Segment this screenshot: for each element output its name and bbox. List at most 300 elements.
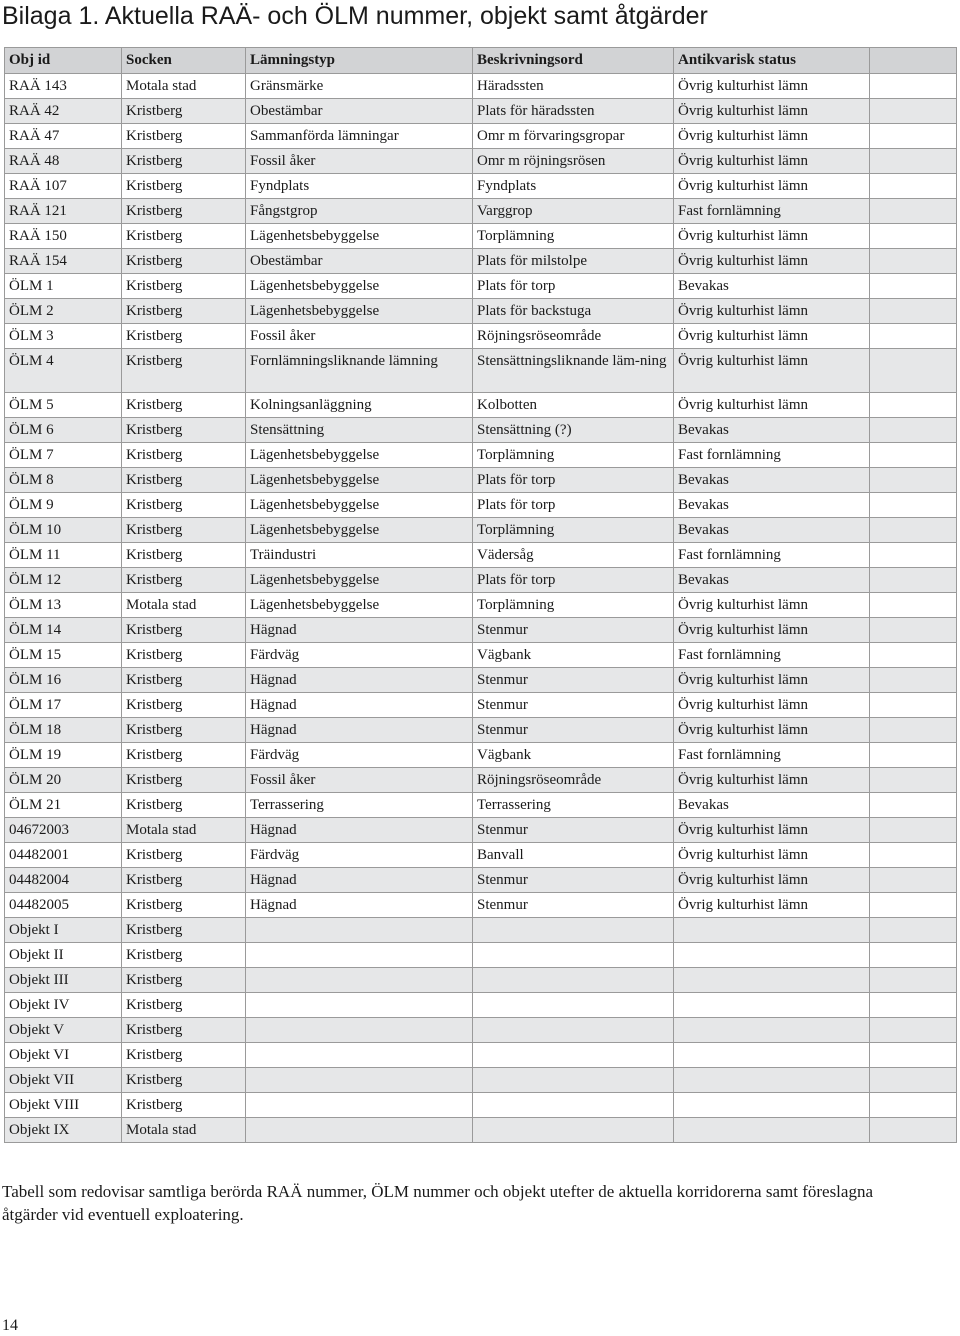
cell-lamningstyp: Gränsmärke <box>246 74 473 99</box>
cell-beskrivningsord: Torplämning <box>473 443 674 468</box>
cell-extra <box>870 199 957 224</box>
cell-obj-id: ÖLM 13 <box>5 593 122 618</box>
header-beskrivningsord: Beskrivningsord <box>473 48 674 74</box>
cell-antikvarisk-status: Övrig kulturhist lämn <box>674 593 870 618</box>
cell-lamningstyp: Hägnad <box>246 693 473 718</box>
cell-antikvarisk-status: Övrig kulturhist lämn <box>674 868 870 893</box>
cell-obj-id: ÖLM 19 <box>5 743 122 768</box>
cell-socken: Kristberg <box>122 1093 246 1118</box>
cell-socken: Kristberg <box>122 1068 246 1093</box>
cell-obj-id: ÖLM 9 <box>5 493 122 518</box>
cell-beskrivningsord: Plats för milstolpe <box>473 249 674 274</box>
cell-socken: Kristberg <box>122 393 246 418</box>
cell-extra <box>870 568 957 593</box>
cell-obj-id: RAÄ 154 <box>5 249 122 274</box>
cell-obj-id: Objekt II <box>5 943 122 968</box>
cell-beskrivningsord: Plats för häradssten <box>473 99 674 124</box>
cell-obj-id: ÖLM 7 <box>5 443 122 468</box>
cell-socken: Kristberg <box>122 443 246 468</box>
cell-beskrivningsord: Häradssten <box>473 74 674 99</box>
cell-obj-id: ÖLM 20 <box>5 768 122 793</box>
cell-socken: Motala stad <box>122 818 246 843</box>
table-row <box>5 224 957 249</box>
cell-socken: Kristberg <box>122 199 246 224</box>
cell-extra <box>870 693 957 718</box>
cell-lamningstyp: Fossil åker <box>246 768 473 793</box>
cell-extra <box>870 893 957 918</box>
cell-lamningstyp: Lägenhetsbebyggelse <box>246 568 473 593</box>
cell-lamningstyp: Hägnad <box>246 618 473 643</box>
cell-antikvarisk-status <box>674 1093 870 1118</box>
cell-lamningstyp: Lägenhetsbebyggelse <box>246 274 473 299</box>
header-obj-id: Obj id <box>5 48 122 74</box>
cell-beskrivningsord: Vädersåg <box>473 543 674 568</box>
table-row <box>5 968 957 993</box>
cell-socken: Kristberg <box>122 993 246 1018</box>
cell-beskrivningsord: Fyndplats <box>473 174 674 199</box>
cell-obj-id: 04482004 <box>5 868 122 893</box>
table-row <box>5 543 957 568</box>
table-row <box>5 943 957 968</box>
cell-beskrivningsord: Stensättningsliknande läm-ning <box>473 349 674 393</box>
cell-beskrivningsord: Terrassering <box>473 793 674 818</box>
cell-beskrivningsord: Plats för torp <box>473 493 674 518</box>
table-row <box>5 668 957 693</box>
cell-extra <box>870 593 957 618</box>
cell-obj-id: ÖLM 8 <box>5 468 122 493</box>
table-row <box>5 768 957 793</box>
table-row <box>5 99 957 124</box>
cell-beskrivningsord: Stenmur <box>473 868 674 893</box>
cell-antikvarisk-status <box>674 993 870 1018</box>
cell-obj-id: ÖLM 17 <box>5 693 122 718</box>
cell-lamningstyp: Fossil åker <box>246 324 473 349</box>
cell-antikvarisk-status: Övrig kulturhist lämn <box>674 768 870 793</box>
cell-beskrivningsord: Stenmur <box>473 668 674 693</box>
cell-socken: Kristberg <box>122 124 246 149</box>
cell-socken: Motala stad <box>122 1118 246 1143</box>
table-row <box>5 1093 957 1118</box>
cell-beskrivningsord <box>473 943 674 968</box>
cell-beskrivningsord: Stensättning (?) <box>473 418 674 443</box>
header-extra <box>870 48 957 74</box>
cell-antikvarisk-status: Övrig kulturhist lämn <box>674 618 870 643</box>
cell-extra <box>870 818 957 843</box>
cell-antikvarisk-status: Bevakas <box>674 493 870 518</box>
table-row <box>5 918 957 943</box>
cell-socken: Kristberg <box>122 224 246 249</box>
cell-extra <box>870 443 957 468</box>
cell-extra <box>870 668 957 693</box>
cell-beskrivningsord: Vägbank <box>473 743 674 768</box>
cell-lamningstyp: Fossil åker <box>246 149 473 174</box>
table-body <box>5 74 957 1143</box>
table-row <box>5 1018 957 1043</box>
cell-socken: Kristberg <box>122 349 246 393</box>
cell-socken: Kristberg <box>122 968 246 993</box>
cell-obj-id: RAÄ 48 <box>5 149 122 174</box>
cell-extra <box>870 943 957 968</box>
cell-socken: Kristberg <box>122 743 246 768</box>
cell-extra <box>870 843 957 868</box>
cell-beskrivningsord <box>473 993 674 1018</box>
cell-obj-id: RAÄ 150 <box>5 224 122 249</box>
cell-socken: Kristberg <box>122 768 246 793</box>
cell-beskrivningsord: Vägbank <box>473 643 674 668</box>
cell-beskrivningsord <box>473 918 674 943</box>
cell-extra <box>870 349 957 393</box>
cell-extra <box>870 224 957 249</box>
cell-beskrivningsord: Torplämning <box>473 518 674 543</box>
table-row <box>5 124 957 149</box>
cell-beskrivningsord: Plats för torp <box>473 468 674 493</box>
cell-obj-id: RAÄ 143 <box>5 74 122 99</box>
cell-lamningstyp: Lägenhetsbebyggelse <box>246 593 473 618</box>
cell-antikvarisk-status: Övrig kulturhist lämn <box>674 393 870 418</box>
cell-obj-id: ÖLM 16 <box>5 668 122 693</box>
cell-extra <box>870 768 957 793</box>
cell-lamningstyp: Hägnad <box>246 893 473 918</box>
table-row <box>5 1043 957 1068</box>
cell-beskrivningsord: Kolbotten <box>473 393 674 418</box>
cell-socken: Kristberg <box>122 543 246 568</box>
cell-extra <box>870 393 957 418</box>
cell-antikvarisk-status: Övrig kulturhist lämn <box>674 668 870 693</box>
cell-extra <box>870 543 957 568</box>
cell-socken: Kristberg <box>122 418 246 443</box>
cell-obj-id: ÖLM 12 <box>5 568 122 593</box>
cell-beskrivningsord <box>473 1118 674 1143</box>
cell-obj-id: Objekt IX <box>5 1118 122 1143</box>
cell-socken: Kristberg <box>122 274 246 299</box>
table-row <box>5 818 957 843</box>
cell-socken: Kristberg <box>122 149 246 174</box>
cell-antikvarisk-status: Övrig kulturhist lämn <box>674 718 870 743</box>
table-row <box>5 418 957 443</box>
cell-extra <box>870 993 957 1018</box>
table-row <box>5 249 957 274</box>
table-row <box>5 493 957 518</box>
cell-antikvarisk-status: Övrig kulturhist lämn <box>674 224 870 249</box>
cell-lamningstyp: Lägenhetsbebyggelse <box>246 299 473 324</box>
cell-socken: Kristberg <box>122 918 246 943</box>
cell-extra <box>870 274 957 299</box>
cell-socken: Kristberg <box>122 718 246 743</box>
cell-antikvarisk-status: Fast fornlämning <box>674 743 870 768</box>
cell-lamningstyp: Hägnad <box>246 718 473 743</box>
table-row <box>5 74 957 99</box>
cell-antikvarisk-status <box>674 918 870 943</box>
cell-lamningstyp <box>246 918 473 943</box>
cell-extra <box>870 518 957 543</box>
cell-obj-id: ÖLM 14 <box>5 618 122 643</box>
table-row <box>5 443 957 468</box>
cell-socken: Motala stad <box>122 74 246 99</box>
cell-socken: Kristberg <box>122 299 246 324</box>
cell-antikvarisk-status <box>674 1068 870 1093</box>
cell-extra <box>870 468 957 493</box>
cell-lamningstyp: Hägnad <box>246 668 473 693</box>
table-header-row <box>5 48 957 74</box>
cell-antikvarisk-status: Övrig kulturhist lämn <box>674 149 870 174</box>
cell-socken: Kristberg <box>122 843 246 868</box>
cell-antikvarisk-status: Fast fornlämning <box>674 643 870 668</box>
cell-antikvarisk-status: Övrig kulturhist lämn <box>674 349 870 393</box>
cell-obj-id: ÖLM 15 <box>5 643 122 668</box>
cell-antikvarisk-status: Bevakas <box>674 793 870 818</box>
cell-socken: Kristberg <box>122 1043 246 1068</box>
cell-beskrivningsord <box>473 1043 674 1068</box>
table-row <box>5 393 957 418</box>
table-row <box>5 1068 957 1093</box>
cell-antikvarisk-status <box>674 1043 870 1068</box>
cell-lamningstyp: Kolningsanläggning <box>246 393 473 418</box>
cell-lamningstyp: Lägenhetsbebyggelse <box>246 518 473 543</box>
cell-lamningstyp: Färdväg <box>246 643 473 668</box>
cell-socken: Kristberg <box>122 668 246 693</box>
cell-socken: Kristberg <box>122 249 246 274</box>
cell-lamningstyp: Obestämbar <box>246 249 473 274</box>
table-row <box>5 349 957 393</box>
table-row <box>5 618 957 643</box>
cell-beskrivningsord <box>473 1018 674 1043</box>
cell-socken: Kristberg <box>122 99 246 124</box>
cell-obj-id: 04482001 <box>5 843 122 868</box>
cell-socken: Motala stad <box>122 593 246 618</box>
cell-beskrivningsord <box>473 1093 674 1118</box>
cell-antikvarisk-status: Övrig kulturhist lämn <box>674 99 870 124</box>
cell-antikvarisk-status <box>674 943 870 968</box>
cell-extra <box>870 618 957 643</box>
cell-lamningstyp: Färdväg <box>246 843 473 868</box>
cell-beskrivningsord: Banvall <box>473 843 674 868</box>
cell-lamningstyp <box>246 968 473 993</box>
cell-socken: Kristberg <box>122 943 246 968</box>
cell-extra <box>870 1093 957 1118</box>
cell-lamningstyp: Hägnad <box>246 818 473 843</box>
cell-obj-id: ÖLM 18 <box>5 718 122 743</box>
cell-beskrivningsord: Omr m förvaringsgropar <box>473 124 674 149</box>
cell-socken: Kristberg <box>122 518 246 543</box>
cell-beskrivningsord: Stenmur <box>473 893 674 918</box>
cell-lamningstyp: Fornlämningsliknande lämning <box>246 349 473 393</box>
table-row <box>5 718 957 743</box>
cell-extra <box>870 124 957 149</box>
table-row <box>5 299 957 324</box>
cell-extra <box>870 324 957 349</box>
cell-lamningstyp: Stensättning <box>246 418 473 443</box>
cell-lamningstyp <box>246 943 473 968</box>
cell-extra <box>870 493 957 518</box>
cell-beskrivningsord: Torplämning <box>473 224 674 249</box>
cell-antikvarisk-status <box>674 1118 870 1143</box>
header-antikvarisk-status: Antikvarisk status <box>674 48 870 74</box>
cell-lamningstyp: Fångstgrop <box>246 199 473 224</box>
cell-socken: Kristberg <box>122 643 246 668</box>
cell-obj-id: RAÄ 121 <box>5 199 122 224</box>
cell-obj-id: ÖLM 1 <box>5 274 122 299</box>
cell-obj-id: Objekt V <box>5 1018 122 1043</box>
cell-antikvarisk-status: Övrig kulturhist lämn <box>674 124 870 149</box>
cell-beskrivningsord: Stenmur <box>473 693 674 718</box>
cell-obj-id: Objekt III <box>5 968 122 993</box>
cell-socken: Kristberg <box>122 868 246 893</box>
table-row <box>5 324 957 349</box>
cell-extra <box>870 718 957 743</box>
cell-beskrivningsord: Röjningsröseområde <box>473 768 674 793</box>
cell-extra <box>870 1068 957 1093</box>
table-row <box>5 693 957 718</box>
cell-beskrivningsord: Torplämning <box>473 593 674 618</box>
cell-antikvarisk-status: Bevakas <box>674 418 870 443</box>
cell-extra <box>870 1043 957 1068</box>
cell-obj-id: Objekt VIII <box>5 1093 122 1118</box>
table-row <box>5 893 957 918</box>
cell-obj-id: ÖLM 11 <box>5 543 122 568</box>
table-row <box>5 149 957 174</box>
table-row <box>5 199 957 224</box>
cell-obj-id: ÖLM 3 <box>5 324 122 349</box>
cell-lamningstyp <box>246 1018 473 1043</box>
cell-lamningstyp: Färdväg <box>246 743 473 768</box>
cell-lamningstyp: Sammanförda lämningar <box>246 124 473 149</box>
cell-socken: Kristberg <box>122 324 246 349</box>
cell-lamningstyp <box>246 1093 473 1118</box>
cell-beskrivningsord <box>473 1068 674 1093</box>
cell-antikvarisk-status: Bevakas <box>674 468 870 493</box>
table-row <box>5 843 957 868</box>
table-row <box>5 868 957 893</box>
table-row <box>5 274 957 299</box>
cell-extra <box>870 743 957 768</box>
cell-socken: Kristberg <box>122 693 246 718</box>
header-lamningstyp: Lämningstyp <box>246 48 473 74</box>
cell-lamningstyp: Fyndplats <box>246 174 473 199</box>
cell-antikvarisk-status: Övrig kulturhist lämn <box>674 249 870 274</box>
cell-obj-id: Objekt IV <box>5 993 122 1018</box>
cell-extra <box>870 74 957 99</box>
cell-lamningstyp: Lägenhetsbebyggelse <box>246 443 473 468</box>
cell-beskrivningsord <box>473 968 674 993</box>
cell-antikvarisk-status: Övrig kulturhist lämn <box>674 174 870 199</box>
table-row <box>5 993 957 1018</box>
cell-antikvarisk-status <box>674 1018 870 1043</box>
cell-beskrivningsord: Plats för backstuga <box>473 299 674 324</box>
cell-lamningstyp <box>246 1068 473 1093</box>
cell-extra <box>870 643 957 668</box>
cell-beskrivningsord: Varggrop <box>473 199 674 224</box>
cell-extra <box>870 149 957 174</box>
cell-obj-id: 04482005 <box>5 893 122 918</box>
cell-obj-id: Objekt VII <box>5 1068 122 1093</box>
table-row <box>5 518 957 543</box>
table-row <box>5 643 957 668</box>
cell-socken: Kristberg <box>122 468 246 493</box>
cell-obj-id: ÖLM 6 <box>5 418 122 443</box>
cell-socken: Kristberg <box>122 893 246 918</box>
cell-antikvarisk-status: Fast fornlämning <box>674 543 870 568</box>
cell-lamningstyp: Lägenhetsbebyggelse <box>246 224 473 249</box>
cell-beskrivningsord: Plats för torp <box>473 274 674 299</box>
cell-extra <box>870 1118 957 1143</box>
cell-obj-id: 04672003 <box>5 818 122 843</box>
cell-antikvarisk-status: Bevakas <box>674 274 870 299</box>
table-row <box>5 1118 957 1143</box>
cell-extra <box>870 299 957 324</box>
cell-obj-id: ÖLM 5 <box>5 393 122 418</box>
cell-antikvarisk-status: Bevakas <box>674 518 870 543</box>
cell-obj-id: ÖLM 21 <box>5 793 122 818</box>
cell-obj-id: Objekt I <box>5 918 122 943</box>
cell-beskrivningsord: Stenmur <box>473 618 674 643</box>
cell-socken: Kristberg <box>122 1018 246 1043</box>
cell-obj-id: RAÄ 47 <box>5 124 122 149</box>
cell-obj-id: ÖLM 4 <box>5 349 122 393</box>
cell-socken: Kristberg <box>122 618 246 643</box>
cell-antikvarisk-status: Övrig kulturhist lämn <box>674 818 870 843</box>
cell-extra <box>870 918 957 943</box>
table-caption: Tabell som redovisar samtliga berörda RAÄ nummer, ÖLM nummer och objekt utefter de aktuella korridorerna samt föreslagna åtgärder vid eventuell exploatering. <box>2 1182 873 1224</box>
cell-socken: Kristberg <box>122 568 246 593</box>
header-socken: Socken <box>122 48 246 74</box>
table-row <box>5 468 957 493</box>
table-row <box>5 593 957 618</box>
table-row <box>5 174 957 199</box>
cell-lamningstyp: Terrassering <box>246 793 473 818</box>
cell-beskrivningsord: Stenmur <box>473 818 674 843</box>
cell-extra <box>870 174 957 199</box>
cell-beskrivningsord: Stenmur <box>473 718 674 743</box>
cell-lamningstyp <box>246 1043 473 1068</box>
cell-lamningstyp <box>246 993 473 1018</box>
cell-socken: Kristberg <box>122 174 246 199</box>
cell-extra <box>870 968 957 993</box>
table-row <box>5 568 957 593</box>
cell-obj-id: Objekt VI <box>5 1043 122 1068</box>
cell-lamningstyp: Lägenhetsbebyggelse <box>246 468 473 493</box>
cell-obj-id: ÖLM 2 <box>5 299 122 324</box>
cell-beskrivningsord: Röjningsröseområde <box>473 324 674 349</box>
table-row <box>5 793 957 818</box>
cell-lamningstyp <box>246 1118 473 1143</box>
cell-beskrivningsord: Plats för torp <box>473 568 674 593</box>
cell-antikvarisk-status: Bevakas <box>674 568 870 593</box>
cell-lamningstyp: Hägnad <box>246 868 473 893</box>
cell-antikvarisk-status <box>674 968 870 993</box>
cell-socken: Kristberg <box>122 493 246 518</box>
cell-antikvarisk-status: Övrig kulturhist lämn <box>674 843 870 868</box>
cell-extra <box>870 868 957 893</box>
cell-lamningstyp: Obestämbar <box>246 99 473 124</box>
cell-extra <box>870 1018 957 1043</box>
cell-obj-id: ÖLM 10 <box>5 518 122 543</box>
objects-table <box>4 47 957 1143</box>
cell-extra <box>870 99 957 124</box>
cell-extra <box>870 793 957 818</box>
cell-antikvarisk-status: Övrig kulturhist lämn <box>674 693 870 718</box>
cell-lamningstyp: Träindustri <box>246 543 473 568</box>
page-number: 14 <box>2 1317 18 1334</box>
cell-lamningstyp: Lägenhetsbebyggelse <box>246 493 473 518</box>
cell-antikvarisk-status: Fast fornlämning <box>674 199 870 224</box>
cell-obj-id: RAÄ 42 <box>5 99 122 124</box>
cell-antikvarisk-status: Övrig kulturhist lämn <box>674 893 870 918</box>
cell-antikvarisk-status: Övrig kulturhist lämn <box>674 324 870 349</box>
cell-extra <box>870 249 957 274</box>
table-row <box>5 743 957 768</box>
cell-obj-id: RAÄ 107 <box>5 174 122 199</box>
cell-extra <box>870 418 957 443</box>
